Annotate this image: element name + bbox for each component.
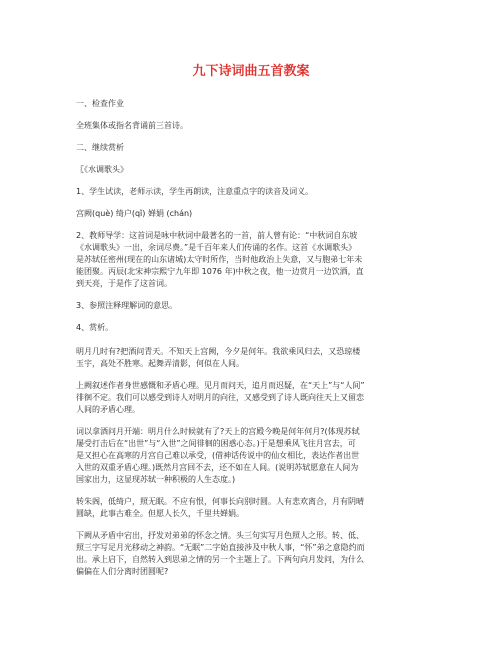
text-line: 下阙从矛盾中宕出，抒发对弟弟的怀念之情。头三句实写月色照人之形。转、低、 xyxy=(76,531,364,540)
text-line: 是苏轼任密州(现在的山东诸城)太守时所作，当时他政治上失意，又与胞弟七年未 xyxy=(76,255,363,264)
text-line: 圆缺，此事古难全。但愿人长久，千里共婵娟。 xyxy=(76,509,244,518)
text-line: 明月几时有?把酒问青天。不知天上宫阙，今夕是何年。我欲乘风归去，又恐琼楼 xyxy=(76,347,361,356)
text-line: 转朱阁，低绮户，照无眠。不应有恨，何事长向别时圆。人有悲欢离合，月有阴晴 xyxy=(76,497,364,506)
analysis-upper-paragraph xyxy=(76,380,428,416)
text-line: 屡受打击后在“出世”与“入世”之间徘徊的困惑心态。)于是想乘风飞往月宫去，可 xyxy=(76,439,356,448)
text-line: 照三字写足月光移动之神韵。“无眠”二字始直接涉及中秋人事，“怀”弟之意隐约而 xyxy=(76,543,365,552)
text-line: 到天亮，于是作了这首词。 xyxy=(76,279,172,288)
step-1: 1、学生试读，老师示读，学生再朗读，注意重点字的读音及词义。 xyxy=(76,187,314,196)
text-line: 徘徊不定。我们可以感受到诗人对明月的向往，又感受到了诗人既向往天上又留恋 xyxy=(76,393,364,402)
text-line: 偏偏在人们分离时团圆呢? xyxy=(76,567,169,576)
text-line: 上阙叙述作者身世感慨和矛盾心理。见月而问天，追月而迟疑，在“天上”与“人间” xyxy=(76,381,365,390)
text-line: 玉宇，高处不胜寒。起舞弄清影，何似在人间。 xyxy=(76,359,244,368)
text-line: 2、教师导学：这首词是咏中秋词中最著名的一首，前人曾有论：“中秋词自东坡 xyxy=(76,231,358,240)
poem-title: 〖《水调歌头》 xyxy=(76,165,128,174)
text-line: 入世的双重矛盾心理。)既然月宫回不去，还不如在人间。(说明苏轼愿意在人间为 xyxy=(76,463,359,472)
section-heading-continue: 二、继续赏析 xyxy=(76,143,124,152)
step-2-paragraph xyxy=(76,230,428,290)
document-title: 九下诗词曲五首教案 xyxy=(192,64,310,79)
text-line: 国家出力，这显现苏轼一种积极的人生态度。) xyxy=(76,475,236,484)
section-heading-check-homework: 一、检查作业 xyxy=(76,99,124,108)
verse-upper-paragraph xyxy=(76,346,428,370)
text-line: 《水调歌头》一出，余词尽费。”是千百年来人们传诵的名作。这首《水调歌头》 xyxy=(76,243,357,252)
text-line: 能团聚。丙辰(北宋神宗熙宁九年即 1076 年)中秋之夜，他一边赏月一边饮酒，直 xyxy=(76,267,364,276)
step-4: 4、赏析。 xyxy=(76,323,114,332)
text-line: 是又担心在高寒的月宫自己难以承受，(借神话传说中的仙女相比，表达作者出世 xyxy=(76,451,360,460)
analysis-opening-paragraph xyxy=(76,426,428,486)
text-line: 出。承上启下，自然转入到思弟之情的另一个主题上了。下两句向月发问，为什么 xyxy=(76,555,364,564)
section-body-recite: 全班集体或指名背诵前三首诗。 xyxy=(76,121,188,130)
step-3: 3、参照注释理解词的意思。 xyxy=(76,301,178,310)
pronunciation-note: 宫阙(què) 绮户(qǐ) 婵娟 (chán) xyxy=(76,209,193,218)
text-line: 人间的矛盾心理。 xyxy=(76,405,140,414)
document-body xyxy=(76,98,428,578)
analysis-lower-paragraph xyxy=(76,530,428,578)
verse-lower-paragraph xyxy=(76,496,428,520)
text-line: 词以拿酒问月开端：明月什么时候就有了?天上的宫殿今晚是何年何月?(体现苏轼 xyxy=(76,427,360,436)
